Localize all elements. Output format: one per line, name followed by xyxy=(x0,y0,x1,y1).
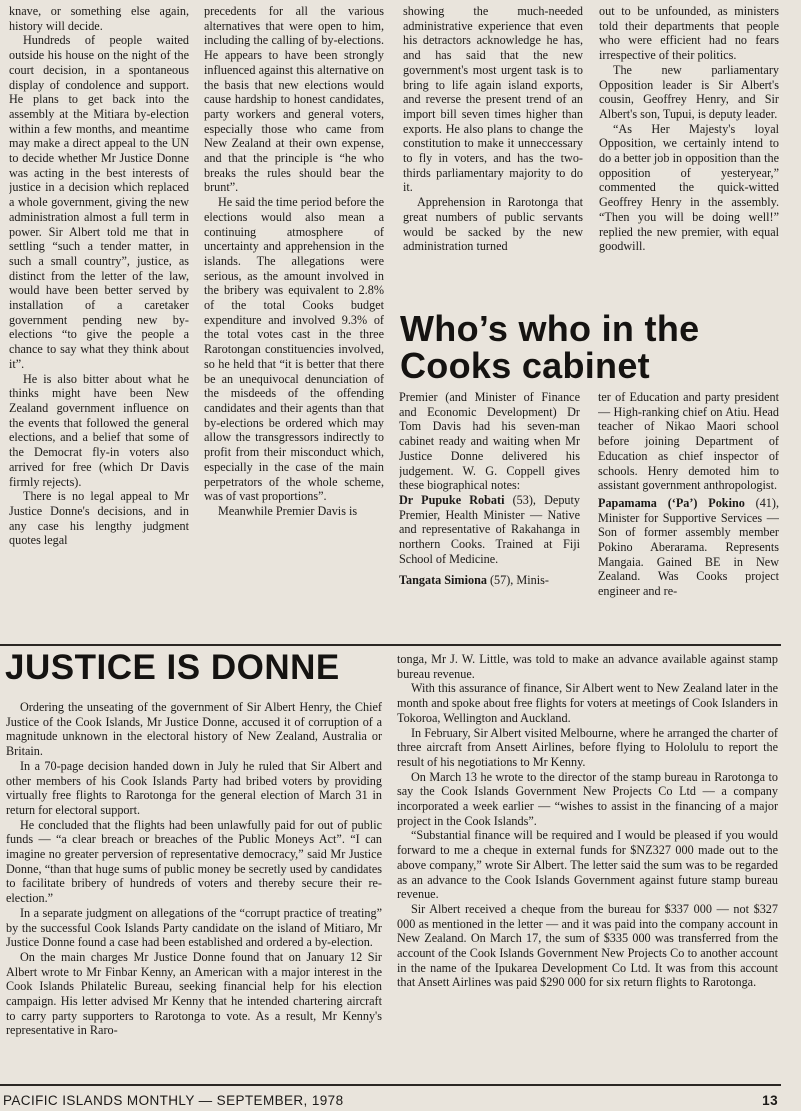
cabinet-bio xyxy=(399,573,580,588)
cabinet-bio xyxy=(598,496,779,599)
paragraph: “Substantial finance will be required and I would be pleased if you would forward to me a cheque in external funds for $NZ327 000 made out to the above company,” wrote Sir Albert. The letter said the sum was to be regarded as an advance to the Cook Islands Government against future stamp bureau revenue. xyxy=(397,828,778,902)
paragraph: Apprehension in Rarotonga that great numbers of public servants would be sacked by the new administration turned xyxy=(403,195,583,254)
bio-text: (41), Minister for Supportive Services — Son of former assembly member Pokino Aberarama. Represents Mangaia. Gained BE in New Zealand. Was Cooks project engineer and re- xyxy=(598,495,779,599)
paragraph: Meanwhile Premier Davis is xyxy=(218,503,358,518)
paragraph: On March 13 he wrote to the director of the stamp bureau in Rarotonga to say the Cook Islands Government New Projects Co Ltd — a company incorporated a week earlier — “wishes to assist in the financing of a major project in the Cook Islands”. xyxy=(397,769,778,828)
justice-headline: JUSTICE IS DONNE xyxy=(5,648,340,687)
article-column-4 xyxy=(599,4,779,306)
paragraph: knave, or something else again, history will decide. xyxy=(9,4,189,33)
paragraph: tonga, Mr J. W. Little, was told to make an advance available against stamp bureau revenue. xyxy=(397,652,778,681)
justice-column-left xyxy=(6,700,382,1078)
cabinet-bio xyxy=(399,493,580,567)
paragraph: precedents for all the various alternatives that were open to him, including the calling of by-elections. He appears to have been strongly influenced against this alternative on the basis that new elections would cause hardship to honest candidates, party workers and general voters, especially those who came from New Zealand at their own expense, and that the principle is “he who breaks the rules should bear the brunt”. xyxy=(204,4,384,195)
article-column-1 xyxy=(9,4,189,636)
article-column-2 xyxy=(204,4,384,636)
cabinet-bio-continued: ter of Education and party president — High-ranking chief on Atiu. Head teacher of Nikao Maori school before joining Department of Education as chief inspector of schools. Henry demoted him to assistant government anthropologist. xyxy=(598,390,779,493)
paragraph: There is no legal appeal to Mr Justice Donne's decisions, and in any case his lengthy judgment quotes legal xyxy=(9,489,189,548)
paragraph: He said the time period before the elections would also mean a continuing atmosphere of uncertainty and apprehension in the islands. The allegations were serious, as the amount involved in the bribery was equivalent to 2.8% of the total Cooks budget expenditure and involved 9.3% of the total votes cast in the three Rarotongan constituencies involved, so he held that “it is better that there be an unequivocal denunciation of the misdeeds of the offending candidates and their agents than that by-elections be ordered which may allow the transgressors indirectly to profit from their misconduct which, especially in the case of the main perpetrators of the whole scheme, was of vast proportions”. xyxy=(204,195,384,504)
page-number: 13 xyxy=(762,1093,778,1108)
paragraph: On the main charges Mr Justice Donne found that on January 12 Sir Albert wrote to Mr Finbar Kenny, an American with a major interest in the Cook Islands Philatelic Bureau, seeking financial help for his election campaign. His letter advised Mr Kenny that he intended chartering aircraft to carry party supporters to Rarotonga to vote. As a result, Mr Kenny's representative in Raro- xyxy=(6,949,382,1038)
paragraph: Hundreds of people waited outside his house on the night of the court decision, in a spontaneous display of condolence and support. He plans to get back into the assembly at the Mitiara by-election within a few months, and meantime may make a direct appeal to the UN to decide whether Mr Justice Donne was acting in the best interests of justice in a decision which replaced a whole government, giving the new administration almost a full term in power. Sir Albert told me that in settling “such a tender matter, in such a small country”, justice, as distinct from the letter of the law, would have been better served by installation of a caretaker government pending new by-elections “to give the people a chance to say what they think about it”. xyxy=(9,33,189,371)
cabinet-intro: Premier (and Minister of Finance and Economic Development) Dr Tom Davis had his seven-man cabinet ready and waiting when Mr Justice Donne delivered his judgement. W. G. Coppell gives these biographical notes: xyxy=(399,390,580,493)
cabinet-headline-line1: Who’s who in the xyxy=(400,308,700,349)
paragraph: The new parliamentary Opposition leader is Sir Albert's cousin, Geoffrey Henry, and Sir Albert's son, Tupui, is deputy leader. xyxy=(599,62,779,121)
section-divider xyxy=(0,644,781,646)
paragraph: With this assurance of finance, Sir Albert went to New Zealand later in the month and spoke about free flights for voters at meetings of Cook Islanders in Tokoroa, Wellington and Auckland. xyxy=(397,681,778,725)
bio-text: (53), Deputy Premier, Health Minister — Native and representative of Rakahanga in northern Cooks. Trained at Fiji School of Medicine. xyxy=(399,492,580,566)
paragraph: Sir Albert received a cheque from the bureau for $337 000 — not $327 000 as mentioned in the letter — and it was paid into the company account in New Zealand. On March 17, the sum of $335 000 was transferred from the account of the Cook Islands Government New Projects Co to another account in the name of the Ipukarea Development Co Ltd. It was from this account that Ansett Airlines was paid $290 000 for six return flights to Rarotonga. xyxy=(397,901,778,990)
paragraph: In a 70-page decision handed down in July he ruled that Sir Albert and other members of his Cook Islands Party had bribed voters by providing virtually free flights to Rarotonga for the general election of March 31 in return for electoral support. xyxy=(6,758,382,817)
publication-footer: PACIFIC ISLANDS MONTHLY — SEPTEMBER, 1978 xyxy=(3,1093,344,1108)
cabinet-column-2 xyxy=(598,390,779,640)
paragraph: He is also bitter about what he thinks might have been New Zealand government influence on the events that followed the general elections, and a belief that some of the Democrat fly-in voters also arrived for free (which Dr Davis firmly rejects). xyxy=(9,371,189,489)
paragraph: He concluded that the flights had been unlawfully paid for out of public funds — “a clear breach or breaches of the Public Moneys Act”. “I can imagine no greater perversion of representative democracy,” said Mr Justice Donne, “than that huge sums of public money be secretly used by candidates to facilitate bribery of hundreds of voters and thereby secure their re-election.” xyxy=(6,817,382,906)
bio-name: Tangata Simiona xyxy=(399,573,487,588)
paragraph: Ordering the unseating of the government of Sir Albert Henry, the Chief Justice of the Cook Islands, Mr Justice Donne, accused it of corruption of a magnitude unknown in the electoral history of New Zealand, Australia or Britain. xyxy=(6,700,382,759)
paragraph: In February, Sir Albert visited Melbourne, where he arranged the charter of three aircraft from Ansett Airlines, before flying to Hololulu to report the result of his negotiations to Mr Kenny. xyxy=(397,725,778,769)
paragraph: showing the much-needed administrative experience that even his detractors acknowledge he has, and has said that the new government's most urgent task is to bring to life again island exports, and reverse the present trend of an import bill seven times higher than exports. He also plans to change the constitution to make it unneccessary to fly in voters, and has the two-thirds parliamentary majority to do it. xyxy=(403,4,583,195)
bio-name: Papamama (‘Pa’) Pokino xyxy=(598,495,745,510)
paragraph: “As Her Majesty's loyal Opposition, we certainly intend to do a better job in opposition than the opposition of yesteryear,” commented the quick-witted Geoffrey Henry in the assembly. “Then you will be doing well!” replied the new premier, with equal goodwill. xyxy=(599,121,779,254)
cabinet-column-1 xyxy=(399,390,580,640)
paragraph: In a separate judgment on allegations of the “corrupt practice of treating” by the successful Cook Islands Party candidate on the island of Mitiaro, Mr Justice Donne found a case had been established and ordered a by-election. xyxy=(6,905,382,950)
paragraph: out to be unfounded, as ministers told their departments that people who were efficient had no fears irrespective of their politics. xyxy=(599,4,779,63)
article-column-3 xyxy=(403,4,583,306)
bio-name: Dr Pupuke Robati xyxy=(399,492,505,507)
justice-column-right xyxy=(397,652,778,1078)
cabinet-headline-line2: Cooks cabinet xyxy=(400,345,650,386)
footer-divider xyxy=(0,1084,781,1086)
cabinet-headline xyxy=(400,310,790,384)
bio-text: (57), Minis- xyxy=(486,573,549,588)
